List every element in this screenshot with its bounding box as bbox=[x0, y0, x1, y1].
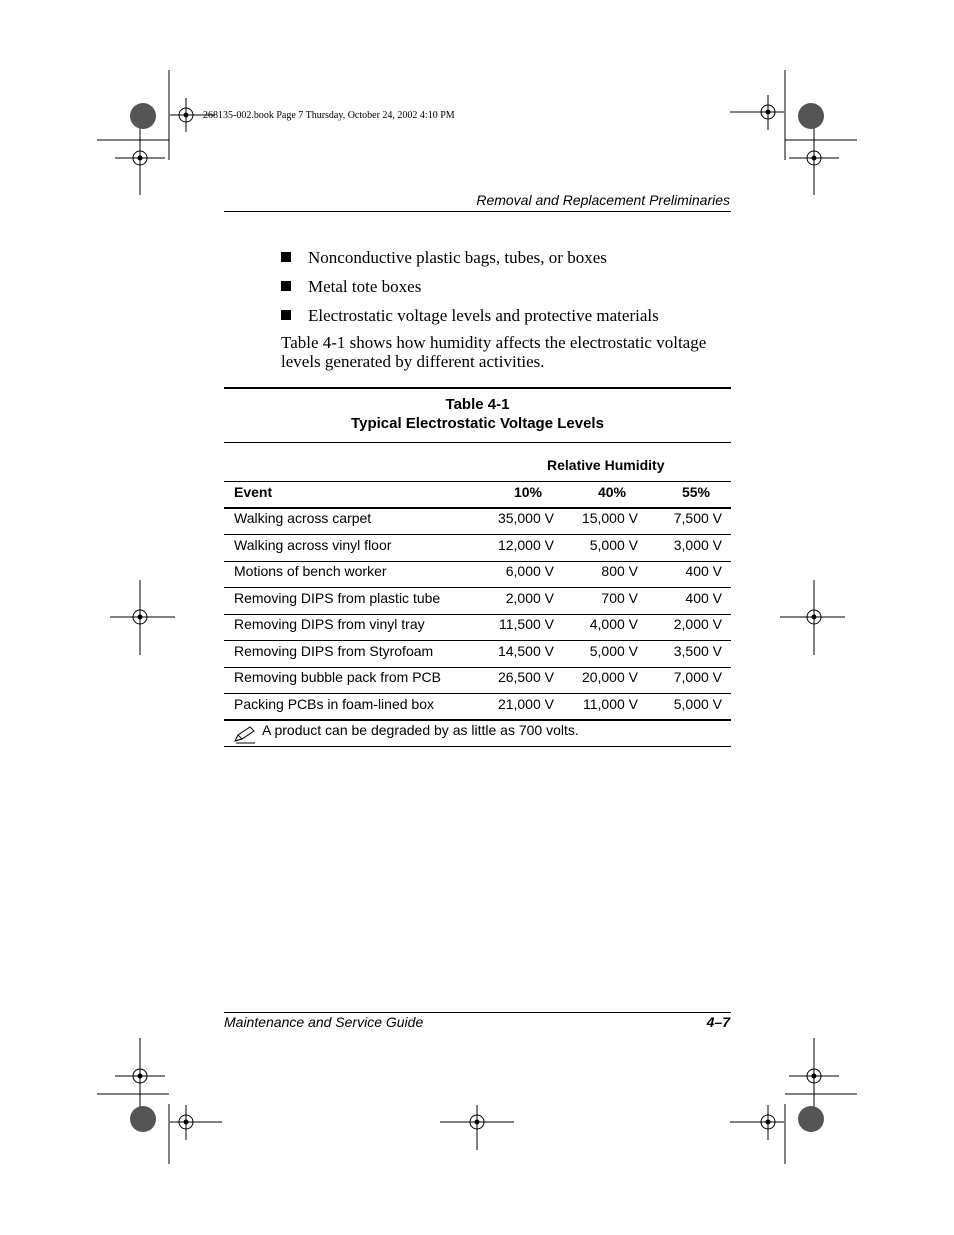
table-number: Table 4-1 bbox=[445, 396, 510, 413]
table-cell-voltage: 5,000 V bbox=[589, 536, 638, 553]
list-item: Metal tote boxes bbox=[281, 276, 659, 305]
table-cell-voltage: 15,000 V bbox=[581, 510, 638, 526]
row-divider bbox=[224, 534, 731, 535]
header-rule bbox=[224, 211, 731, 212]
page-number: 4–7 bbox=[706, 1014, 730, 1030]
table-cell-voltage: 3,000 V bbox=[673, 536, 722, 553]
table-cell-voltage: 14,500 V bbox=[497, 642, 554, 659]
table-cell-voltage: 7,000 V bbox=[673, 669, 722, 685]
table-cell-event: Motions of bench worker bbox=[234, 563, 387, 579]
table-title-rule bbox=[224, 442, 731, 443]
row-divider bbox=[224, 614, 731, 615]
table-cell-voltage: 3,500 V bbox=[673, 642, 722, 659]
table-cell-voltage: 700 V bbox=[601, 589, 638, 606]
pencil-note-icon bbox=[233, 725, 257, 745]
table-cell-event: Walking across carpet bbox=[234, 510, 372, 526]
table-cell-voltage: 2,000 V bbox=[505, 589, 554, 606]
table-cell-voltage: 5,000 V bbox=[673, 695, 722, 712]
list-item: Electrostatic voltage levels and protective materials bbox=[281, 305, 659, 334]
table-cell-voltage: 26,500 V bbox=[497, 669, 554, 685]
table-cell-event: Removing DIPS from Styrofoam bbox=[234, 642, 434, 659]
row-divider bbox=[224, 640, 731, 641]
table-cell-voltage: 11,000 V bbox=[582, 695, 638, 712]
table-cell-voltage: 400 V bbox=[685, 589, 722, 606]
column-header-40: 40% bbox=[597, 484, 626, 500]
column-header-10: 10% bbox=[513, 484, 542, 500]
running-head: Removal and Replacement Preliminaries bbox=[476, 192, 730, 208]
table-cell-voltage: 400 V bbox=[685, 563, 722, 579]
table-cell-voltage: 20,000 V bbox=[581, 669, 638, 685]
table-top-rule bbox=[224, 387, 731, 389]
column-header-rule bbox=[224, 507, 731, 509]
row-divider bbox=[224, 587, 731, 588]
column-header-event: Event bbox=[234, 484, 273, 500]
table-note: A product can be degraded by as little as 700 volts. bbox=[262, 722, 579, 738]
footer-rule bbox=[224, 1012, 731, 1013]
table-cell-voltage: 7,500 V bbox=[673, 510, 722, 526]
column-header-55: 55% bbox=[681, 484, 710, 500]
table-cell-voltage: 11,500 V bbox=[498, 616, 554, 632]
row-divider bbox=[224, 693, 731, 694]
table-bottom-rule bbox=[224, 746, 731, 747]
square-bullet-icon bbox=[281, 310, 291, 320]
intro-paragraph: Table 4-1 shows how humidity affects the electrostatic voltage levels generated by different activities. bbox=[281, 333, 707, 371]
group-header-relative-humidity: Relative Humidity bbox=[547, 457, 665, 473]
square-bullet-icon bbox=[281, 281, 291, 291]
row-divider bbox=[224, 667, 731, 668]
table-cell-event: Removing bubble pack from PCB bbox=[234, 669, 441, 685]
bullet-list bbox=[281, 247, 659, 334]
table-cell-voltage: 21,000 V bbox=[497, 695, 554, 712]
table-body-bottom-rule bbox=[224, 719, 731, 721]
table-cell-voltage: 5,000 V bbox=[589, 642, 638, 659]
table-cell-voltage: 4,000 V bbox=[589, 616, 638, 632]
footer-title: Maintenance and Service Guide bbox=[224, 1014, 424, 1030]
table-cell-voltage: 35,000 V bbox=[497, 510, 554, 526]
table-cell-voltage: 12,000 V bbox=[497, 536, 554, 553]
table-cell-voltage: 6,000 V bbox=[505, 563, 554, 579]
row-divider bbox=[224, 561, 731, 562]
table-cell-event: Packing PCBs in foam-lined box bbox=[234, 695, 434, 712]
list-item: Nonconductive plastic bags, tubes, or boxes bbox=[281, 247, 659, 276]
group-header-rule bbox=[224, 481, 731, 482]
print-info: 268135-002.book Page 7 Thursday, October 24, 2002 4:10 PM bbox=[203, 110, 455, 121]
table-cell-voltage: 2,000 V bbox=[673, 616, 722, 632]
table-cell-event: Removing DIPS from plastic tube bbox=[234, 589, 441, 606]
table-cell-event: Walking across vinyl floor bbox=[234, 536, 392, 553]
square-bullet-icon bbox=[281, 252, 291, 262]
table-cell-voltage: 800 V bbox=[601, 563, 638, 579]
table-title: Typical Electrostatic Voltage Levels bbox=[351, 415, 604, 432]
table-cell-event: Removing DIPS from vinyl tray bbox=[234, 616, 425, 632]
